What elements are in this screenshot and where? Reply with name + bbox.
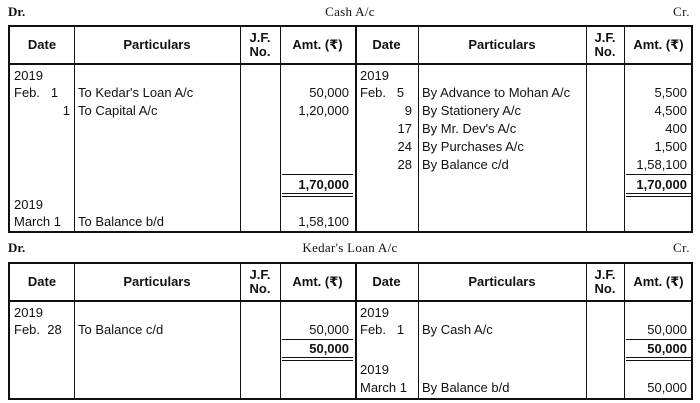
- cash-dr-year: 2019: [14, 68, 43, 83]
- loan-cr-bd-amount: 50,000: [647, 380, 687, 395]
- cash-col-date-cr: Date: [372, 37, 401, 52]
- loan-cr-year: 2019: [360, 305, 389, 320]
- cash-ledger-table: [8, 25, 693, 233]
- cash-cr-row4-date: 24: [397, 139, 412, 154]
- cash-cr-row3-amount: 400: [665, 121, 687, 136]
- loan-cr-year2: 2019: [360, 362, 389, 377]
- loan-dr-row1-amount: 50,000: [309, 322, 349, 337]
- cash-cr-row5-date: 28: [397, 157, 412, 172]
- loan-dr-label: Dr.: [8, 240, 26, 255]
- cash-dr-row1-date: Feb. 1: [14, 85, 59, 100]
- cash-cr-row2-particulars: By Stationery A/c: [422, 103, 521, 118]
- cash-dr-row1-amount: 50,000: [309, 85, 349, 100]
- cash-dr-label: Dr.: [8, 4, 26, 19]
- cash-col-date: Date: [27, 37, 57, 52]
- loan-cr-label: Cr.: [672, 240, 690, 255]
- loan-col-jf: J.F. No.: [249, 267, 271, 296]
- loan-cr-row1-amount: 50,000: [647, 322, 687, 337]
- loan-cr-total: 50,000: [647, 341, 687, 356]
- cash-col-jf-cr: J.F. No.: [594, 30, 616, 59]
- cash-dr-row2-particulars: To Capital A/c: [78, 103, 158, 118]
- cash-cr-row1-particulars: By Advance to Mohan A/c: [422, 85, 571, 100]
- cash-cr-row1-date: Feb. 5: [360, 85, 405, 100]
- cash-col-jf: J.F. No.: [249, 30, 271, 59]
- loan-col-particulars: Particulars: [123, 274, 191, 289]
- cash-col-particulars: Particulars: [123, 37, 191, 52]
- loan-col-jf-cr: J.F. No.: [594, 267, 616, 296]
- cash-cr-label: Cr.: [672, 4, 690, 19]
- loan-col-amount-cr: Amt. (₹): [633, 274, 684, 289]
- cash-dr-bd-amount: 1,58,100: [298, 214, 349, 229]
- cash-col-amount-cr: Amt. (₹): [633, 37, 684, 52]
- loan-cr-row1-date: Feb. 1: [360, 322, 405, 337]
- cash-cr-row3-particulars: By Mr. Dev's A/c: [422, 121, 517, 136]
- loan-account-title: Kedar's Loan A/c: [302, 240, 398, 255]
- cash-account-header: [0, 2, 700, 20]
- loan-ledger-table: [8, 262, 693, 400]
- loan-dr-total: 50,000: [309, 341, 349, 356]
- cash-dr-bd-date: March 1: [14, 214, 61, 229]
- cash-dr-year2: 2019: [14, 197, 43, 212]
- cash-col-particulars-cr: Particulars: [468, 37, 536, 52]
- loan-account-header: [0, 238, 700, 256]
- cash-cr-row2-amount: 4,500: [654, 103, 687, 118]
- loan-col-amount: Amt. (₹): [292, 274, 343, 289]
- loan-cr-bd-date: March 1: [360, 380, 407, 395]
- cash-cr-total: 1,70,000: [636, 177, 687, 192]
- cash-dr-total: 1,70,000: [298, 177, 349, 192]
- cash-cr-row5-particulars: By Balance c/d: [422, 157, 509, 172]
- cash-cr-row2-date: 9: [404, 103, 412, 118]
- cash-cr-year: 2019: [360, 68, 389, 83]
- loan-dr-row1-particulars: To Balance c/d: [78, 322, 164, 337]
- loan-dr-row1-date: Feb. 28: [14, 322, 62, 337]
- loan-col-date-cr: Date: [372, 274, 401, 289]
- cash-cr-row4-amount: 1,500: [654, 139, 687, 154]
- cash-dr-row2-date: 1: [62, 103, 70, 118]
- loan-col-date: Date: [27, 274, 57, 289]
- cash-dr-bd-particulars: To Balance b/d: [78, 214, 165, 229]
- cash-cr-row5-amount: 1,58,100: [636, 157, 687, 172]
- loan-col-particulars-cr: Particulars: [468, 274, 536, 289]
- cash-account-title: Cash A/c: [325, 4, 375, 19]
- cash-cr-row1-amount: 5,500: [654, 85, 687, 100]
- cash-col-amount: Amt. (₹): [292, 37, 343, 52]
- cash-dr-row1-particulars: To Kedar's Loan A/c: [78, 85, 194, 100]
- cash-cr-row4-particulars: By Purchases A/c: [422, 139, 524, 154]
- loan-cr-bd-particulars: By Balance b/d: [422, 380, 510, 395]
- cash-cr-row3-date: 17: [397, 121, 412, 136]
- loan-cr-row1-particulars: By Cash A/c: [422, 322, 493, 337]
- loan-dr-year: 2019: [14, 305, 43, 320]
- cash-dr-row2-amount: 1,20,000: [298, 103, 349, 118]
